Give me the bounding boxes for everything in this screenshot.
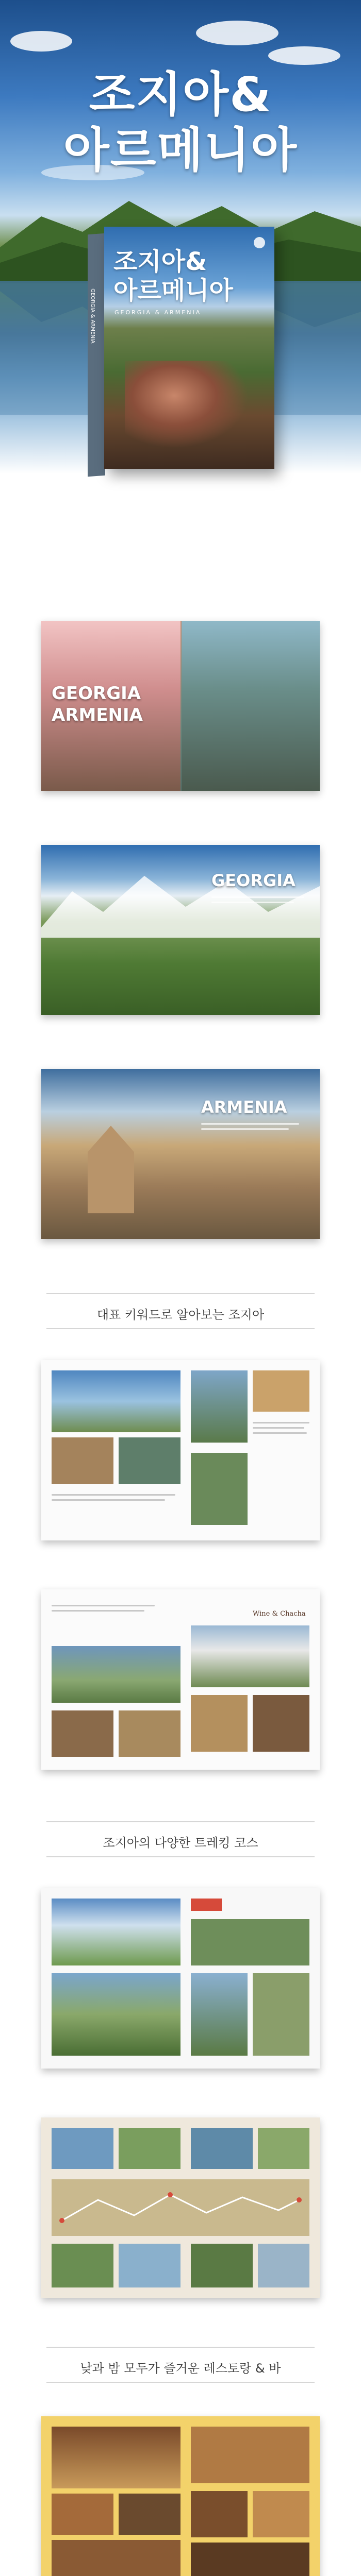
text-line	[253, 1432, 307, 1434]
restaurant-spread-1	[41, 2416, 320, 2576]
trekking-route-map	[41, 2117, 320, 2298]
photo	[253, 2491, 309, 2537]
route-line	[52, 2179, 309, 2236]
photo	[52, 1370, 180, 1432]
section-title: 조지아의 다양한 트레킹 코스	[103, 1836, 258, 1850]
book-cover	[104, 227, 274, 469]
text-line	[211, 902, 294, 903]
photo	[52, 1646, 180, 1703]
article-title: Wine & Chacha	[253, 1610, 306, 1618]
photo	[119, 2128, 180, 2169]
text-line	[201, 1128, 289, 1130]
photo	[52, 2128, 113, 2169]
divider	[46, 2347, 315, 2348]
monastery-photo	[72, 1126, 150, 1213]
photo	[52, 1437, 113, 1484]
photo	[191, 1453, 248, 1525]
street-photo	[182, 621, 320, 791]
photo	[191, 2128, 253, 2169]
photo	[52, 1899, 180, 1965]
section-title: 대표 키워드로 알아보는 조지아	[96, 1308, 265, 1322]
feature-spread-georgia-armenia	[41, 621, 320, 791]
book-cover-mockup	[88, 227, 273, 474]
photo	[191, 1695, 248, 1752]
photo	[253, 1973, 309, 2056]
keyword-spread-2	[41, 1589, 320, 1770]
text-line	[52, 1499, 165, 1501]
photo	[119, 1437, 180, 1484]
photo	[253, 1695, 309, 1752]
photo	[191, 1625, 309, 1687]
photo	[52, 2244, 113, 2287]
hero-title-line2: 아르메니아	[63, 123, 298, 178]
spine-label: GEORGIA & ARMENIA	[90, 289, 95, 344]
divider	[46, 1328, 315, 1329]
photo	[52, 1710, 113, 1757]
photo	[119, 2494, 180, 2535]
photo	[52, 1973, 180, 2056]
feature-label: GEORGIA ARMENIA	[52, 683, 143, 725]
feature-spread-armenia	[41, 1069, 320, 1239]
photo	[52, 2427, 180, 2488]
photo	[191, 2427, 309, 2483]
photo	[258, 2244, 309, 2287]
photo	[191, 2244, 253, 2287]
feature-spread-georgia	[41, 845, 320, 1015]
cover-photo-travelers	[125, 361, 249, 448]
text-line	[253, 1422, 309, 1423]
feature-label: ARMENIA	[201, 1097, 287, 1117]
book-cover-subtitle: GEORGIA & ARMENIA	[114, 309, 202, 316]
section-heading-keywords	[0, 1293, 361, 1329]
trekking-spread-1	[41, 1888, 320, 2069]
photo	[191, 1919, 309, 1965]
hero-title-line1: 조지아&	[89, 67, 272, 122]
section-heading-restaurants	[0, 2347, 361, 2383]
photo	[119, 1710, 180, 1757]
red-tag	[191, 1899, 222, 1911]
photo	[253, 1370, 309, 1412]
cloud	[10, 31, 72, 52]
feature-label: GEORGIA	[211, 871, 296, 890]
section-heading-trekking	[0, 1821, 361, 1857]
photo	[191, 1973, 248, 2056]
hero-banner	[0, 0, 361, 538]
book-spine	[88, 233, 105, 477]
photo	[191, 2491, 248, 2537]
divider	[46, 2382, 315, 2383]
text-line	[201, 1123, 299, 1125]
text-line	[211, 896, 304, 898]
photo	[191, 2543, 309, 2576]
divider	[46, 1293, 315, 1294]
photo	[52, 2540, 180, 2576]
text-line	[253, 1427, 304, 1429]
photo	[52, 2494, 113, 2535]
photo	[191, 1370, 248, 1443]
cover-badge	[254, 237, 265, 248]
photo	[258, 2128, 309, 2169]
divider	[46, 1821, 315, 1822]
text-line	[52, 1494, 175, 1496]
text-line	[52, 1605, 155, 1606]
keyword-spread-1	[41, 1360, 320, 1540]
text-line	[52, 1610, 144, 1612]
divider	[46, 1856, 315, 1857]
photo	[119, 2244, 180, 2287]
cloud	[196, 21, 278, 45]
section-title: 낮과 밤 모두가 즐거운 레스토랑 & 바	[80, 2361, 281, 2376]
book-cover-title: 조지아& 아르메니아	[113, 247, 233, 305]
